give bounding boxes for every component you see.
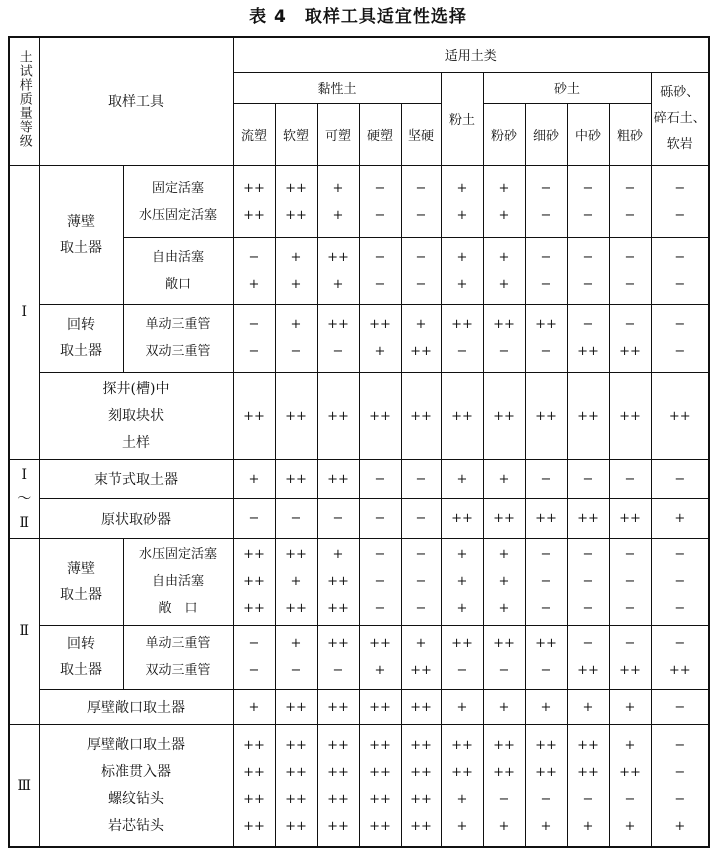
table-row <box>9 460 709 499</box>
value-cell: ++ <box>441 373 483 460</box>
value-cell: + ++ ++ <box>317 538 359 625</box>
value-cell: ++ − <box>317 304 359 372</box>
table-row <box>9 165 709 238</box>
value-cell: ++ + <box>359 625 401 689</box>
value-cell: ++ <box>567 499 609 538</box>
table-row <box>9 538 709 625</box>
applicable-soils-header: 适用土类 <box>233 37 709 72</box>
value-cell: ++ ++ ++ <box>233 538 275 625</box>
value-cell: − − − <box>567 538 609 625</box>
value-cell: ++ <box>483 499 525 538</box>
value-cell: ++ + ++ <box>275 538 317 625</box>
col-header: 可塑 <box>317 103 359 165</box>
col-header: 硬塑 <box>359 103 401 165</box>
value-cell: + <box>483 460 525 499</box>
col-header: 流塑 <box>233 103 275 165</box>
value-cell: − <box>567 460 609 499</box>
value-cell: ++ <box>359 373 401 460</box>
value-cell: + <box>525 689 567 724</box>
value-cell: − <box>525 460 567 499</box>
tool-cell: 单动三重管 双动三重管 <box>123 304 233 372</box>
value-cell: − − − <box>651 538 709 625</box>
value-cell: + − <box>275 625 317 689</box>
value-cell: ++ <box>483 373 525 460</box>
value-cell: + <box>483 689 525 724</box>
table-title: 表 4 取样工具适宜性选择 <box>249 7 467 27</box>
value-cell: + + + <box>441 538 483 625</box>
value-cell: − − − <box>609 538 651 625</box>
value-cell: ++ <box>441 499 483 538</box>
group-label: 回转 取土器 <box>39 304 123 372</box>
value-cell: − <box>359 499 401 538</box>
table-row <box>9 373 709 460</box>
value-cell: ++ ++ − + <box>567 725 609 847</box>
value-cell: − + <box>233 238 275 304</box>
value-cell: ++ ++ ++ ++ <box>233 725 275 847</box>
group-label: 探井(槽)中 刻取块状 土样 <box>39 373 233 460</box>
gravel-header: 砾砂、 碎石土、 软岩 <box>651 72 709 165</box>
value-cell: − − <box>525 165 567 238</box>
value-cell: − ++ <box>609 304 651 372</box>
tool-cell: 束节式取土器 <box>39 460 233 499</box>
tool-cell: 固定活塞 水压固定活塞 <box>123 165 233 238</box>
group-label: 薄壁 取土器 <box>39 165 123 304</box>
value-cell: ++ ++ ++ ++ <box>401 725 441 847</box>
value-cell: − − <box>359 238 401 304</box>
grade-label: Ⅱ <box>9 538 39 724</box>
value-cell: − <box>233 499 275 538</box>
value-cell: − ++ <box>567 304 609 372</box>
value-cell: − <box>651 689 709 724</box>
value-cell: ++ ++ − + <box>483 725 525 847</box>
col-header: 粉砂 <box>483 103 525 165</box>
value-cell: − − <box>401 165 441 238</box>
value-cell: + ++ <box>401 625 441 689</box>
value-cell: − <box>317 499 359 538</box>
value-cell: − <box>359 460 401 499</box>
value-cell: + + <box>441 165 483 238</box>
sampler-suitability-table <box>8 36 710 848</box>
value-cell: ++ + <box>317 238 359 304</box>
value-cell: ++ ++ ++ ++ <box>275 725 317 847</box>
table-row <box>9 725 709 847</box>
value-cell: + + <box>483 165 525 238</box>
value-cell: − − − <box>401 538 441 625</box>
value-cell: − − − <box>359 538 401 625</box>
value-cell: ++ <box>567 373 609 460</box>
value-cell: − <box>275 499 317 538</box>
grade-label: Ⅰ <box>9 165 39 459</box>
value-cell: + <box>233 689 275 724</box>
value-cell: ++ − <box>317 625 359 689</box>
value-cell: − ++ <box>651 625 709 689</box>
tool-cell: 自由活塞 敞口 <box>123 238 233 304</box>
value-cell: − − − + <box>651 725 709 847</box>
table-row <box>9 689 709 724</box>
value-cell: − − <box>651 165 709 238</box>
value-cell: ++ <box>275 373 317 460</box>
col-header: 中砂 <box>567 103 609 165</box>
value-cell: + + + <box>483 538 525 625</box>
value-cell: − − <box>567 165 609 238</box>
value-cell: ++ − <box>483 625 525 689</box>
col-header: 粗砂 <box>609 103 651 165</box>
tool-header: 取样工具 <box>39 37 233 165</box>
table-row <box>9 304 709 372</box>
sand-header: 砂土 <box>483 72 651 103</box>
value-cell: + <box>441 689 483 724</box>
value-cell: − − − <box>525 538 567 625</box>
tool-cell: 厚壁敞口取土器 标准贯入器 螺纹钻头 岩芯钻头 <box>39 725 233 847</box>
value-cell: ++ − <box>441 304 483 372</box>
value-cell: ++ ++ <box>233 165 275 238</box>
value-cell: + <box>567 689 609 724</box>
value-cell: ++ ++ ++ ++ <box>359 725 401 847</box>
value-cell: ++ <box>401 373 441 460</box>
value-cell: + − <box>275 304 317 372</box>
value-cell: − − <box>567 238 609 304</box>
value-cell: + + <box>441 238 483 304</box>
value-cell: − − <box>651 304 709 372</box>
value-cell: ++ − <box>483 304 525 372</box>
value-cell: ++ <box>609 499 651 538</box>
value-cell: + + <box>317 165 359 238</box>
grade-header: 土试样质量等级 <box>9 37 39 165</box>
grade-label: Ⅰ ～ Ⅱ <box>9 460 39 539</box>
value-cell: ++ <box>317 460 359 499</box>
value-cell: + + <box>483 238 525 304</box>
value-cell: − − <box>609 165 651 238</box>
value-cell: + ++ <box>401 304 441 372</box>
col-header: 软塑 <box>275 103 317 165</box>
value-cell: − − <box>651 238 709 304</box>
value-cell: − <box>609 460 651 499</box>
value-cell: + <box>609 689 651 724</box>
header-row-1 <box>9 37 709 72</box>
value-cell: ++ <box>233 373 275 460</box>
group-label: 薄壁 取土器 <box>39 538 123 625</box>
value-cell: ++ <box>401 689 441 724</box>
clay-header: 黏性土 <box>233 72 441 103</box>
tool-cell: 水压固定活塞 自由活塞 敞 口 <box>123 538 233 625</box>
value-cell: − − <box>609 238 651 304</box>
value-cell: ++ <box>525 373 567 460</box>
value-cell: + ++ − + <box>609 725 651 847</box>
tool-cell: 单动三重管 双动三重管 <box>123 625 233 689</box>
silt-header: 粉土 <box>441 72 483 165</box>
value-cell: ++ <box>525 499 567 538</box>
value-cell: ++ <box>275 460 317 499</box>
value-cell: + <box>441 460 483 499</box>
value-cell: ++ ++ + + <box>441 725 483 847</box>
group-label: 回转 取土器 <box>39 625 123 689</box>
value-cell: ++ ++ <box>275 165 317 238</box>
value-cell: ++ + <box>359 304 401 372</box>
value-cell: + + <box>275 238 317 304</box>
value-cell: − − <box>233 304 275 372</box>
value-cell: − <box>651 460 709 499</box>
grade-label: Ⅲ <box>9 725 39 847</box>
value-cell: − − <box>525 238 567 304</box>
value-cell: ++ <box>359 689 401 724</box>
table-row <box>9 625 709 689</box>
value-cell: ++ − <box>525 625 567 689</box>
value-cell: ++ <box>317 689 359 724</box>
value-cell: − − <box>401 238 441 304</box>
value-cell: ++ ++ ++ ++ <box>317 725 359 847</box>
tool-cell: 厚壁敞口取土器 <box>39 689 233 724</box>
value-cell: ++ <box>275 689 317 724</box>
value-cell: − − <box>233 625 275 689</box>
value-cell: ++ <box>317 373 359 460</box>
value-cell: ++ <box>609 373 651 460</box>
value-cell: ++ − <box>441 625 483 689</box>
value-cell: − ++ <box>609 625 651 689</box>
value-cell: − − <box>359 165 401 238</box>
value-cell: ++ <box>651 373 709 460</box>
table-row <box>9 499 709 538</box>
value-cell: − <box>401 499 441 538</box>
col-header: 细砂 <box>525 103 567 165</box>
value-cell: − <box>401 460 441 499</box>
value-cell: + <box>233 460 275 499</box>
value-cell: + <box>651 499 709 538</box>
value-cell: ++ − <box>525 304 567 372</box>
value-cell: ++ ++ − + <box>525 725 567 847</box>
tool-cell: 原状取砂器 <box>39 499 233 538</box>
col-header: 坚硬 <box>401 103 441 165</box>
value-cell: − ++ <box>567 625 609 689</box>
